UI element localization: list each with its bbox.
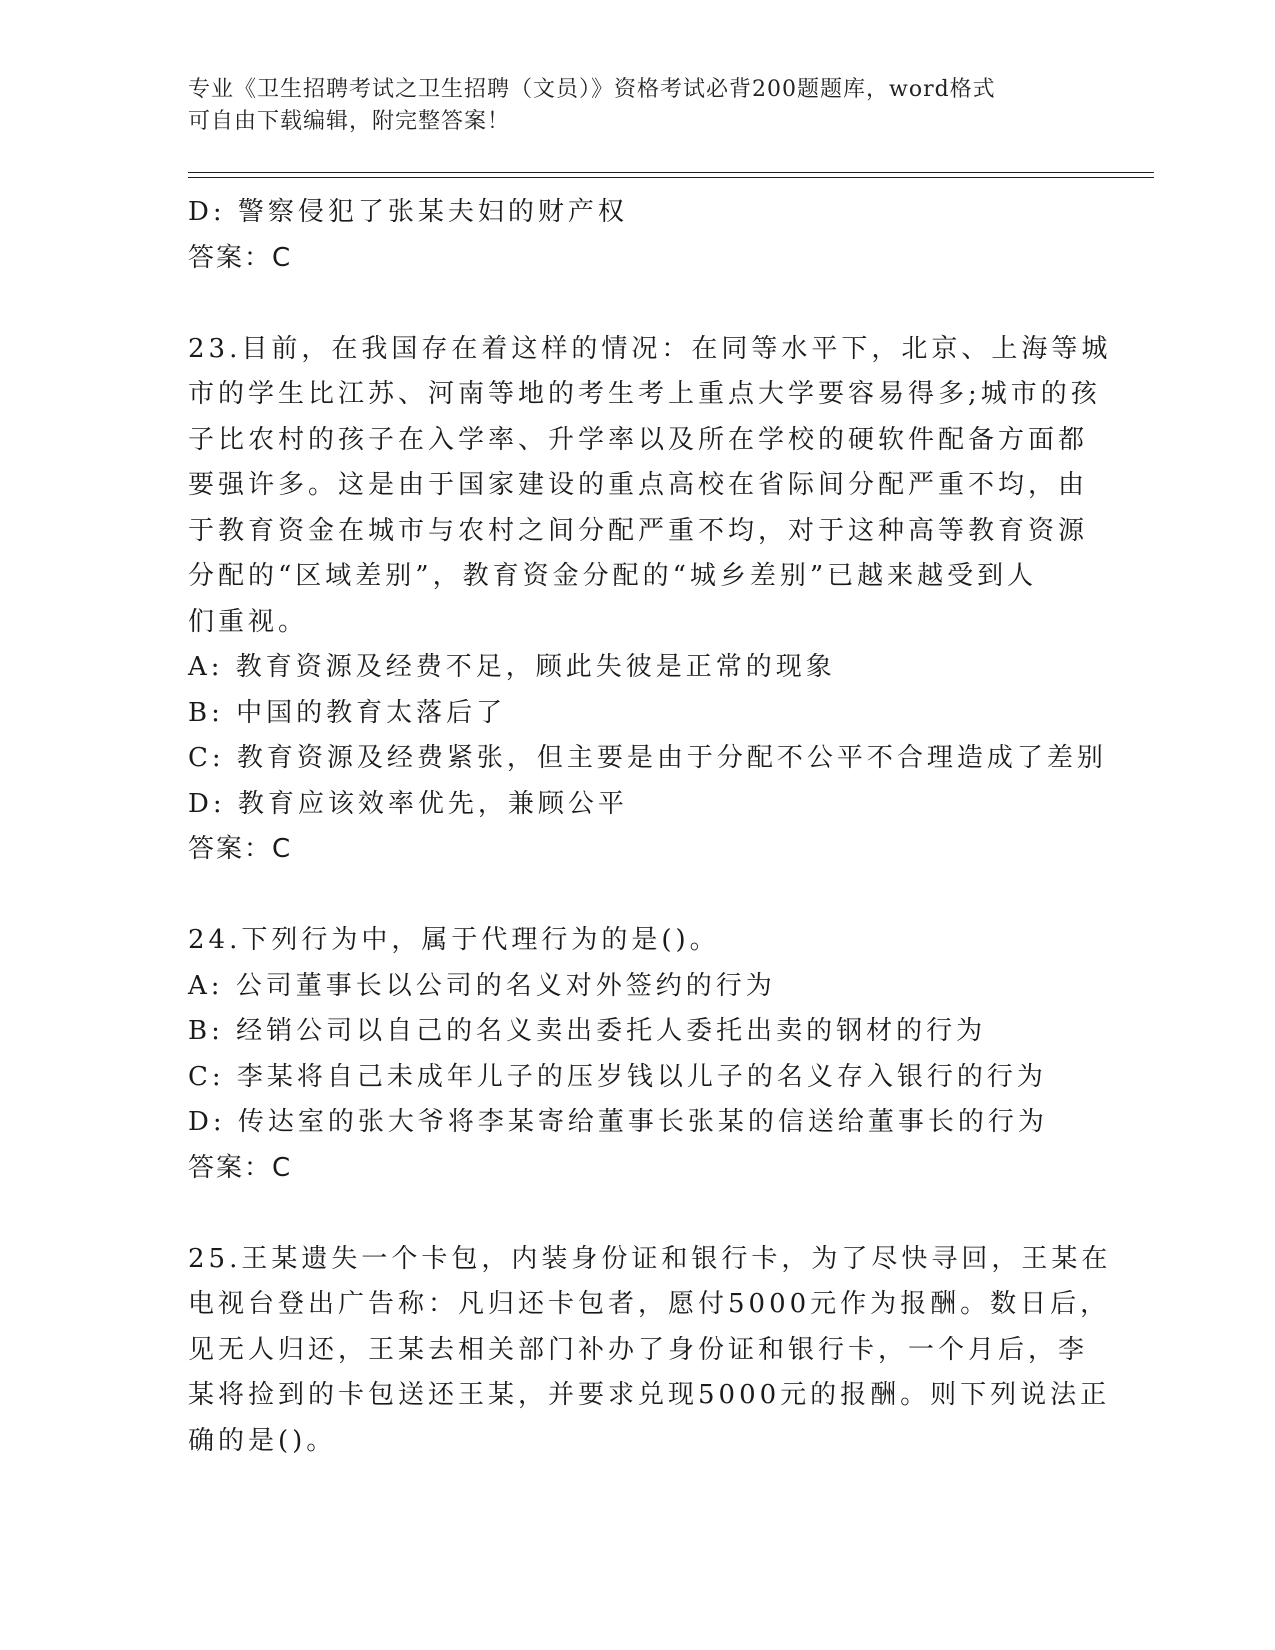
answer-line: 答案：C: [188, 834, 293, 864]
header-divider-bottom: [188, 177, 1154, 178]
option-c: C: 李某将自己未成年儿子的压岁钱以儿子的名义存入银行的行为: [188, 1061, 1047, 1092]
stem-line: 市的学生比江苏、河南等地的考生考上重点大学要容易得多;城市的孩: [188, 379, 1101, 409]
option-d: D: 警察侵犯了张某夫妇的财产权: [188, 197, 628, 227]
answer-line: 答案：C: [188, 1152, 293, 1183]
question-24: [188, 918, 1088, 1191]
answer-line: 答案：C: [188, 242, 293, 273]
header-line-2: 可自由下载编辑，附完整答案！: [188, 109, 511, 134]
option-b: B: 中国的教育太落后了: [188, 697, 507, 728]
header-divider-top: [188, 172, 1154, 173]
option-a: A: 教育资源及经费不足，顾此失彼是正常的现象: [188, 652, 836, 682]
document-body: [188, 190, 1112, 1464]
question-stem: [188, 1237, 1112, 1465]
stem-line: 25.王某遗失一个卡包，内装身份证和银行卡，为了尽快寻回，王某在: [188, 1243, 1112, 1274]
question-stem: [188, 327, 1112, 646]
stem-line: 见无人归还，王某去相关部门补办了身份证和银行卡，一个月后，李: [188, 1334, 1089, 1365]
document-header: [188, 74, 1068, 138]
spacer: [188, 281, 1088, 327]
stem-line: 电视台登出广告称：凡归还卡包者，愿付5000元作为报酬。数日后，: [188, 1289, 1111, 1319]
stem-line: 要强许多。这是由于国家建设的重点高校在省际间分配严重不均，由: [188, 470, 1089, 500]
stem-line: 们重视。: [188, 606, 309, 637]
stem-line: 确的是()。: [188, 1425, 337, 1456]
option-a: A: 公司董事长以公司的名义对外签约的行为: [188, 970, 776, 1001]
question-23: [188, 327, 1112, 873]
spacer: [188, 1191, 1088, 1237]
option-d: D: 教育应该效率优先，兼顾公平: [188, 788, 628, 819]
stem-line: 某将捡到的卡包送还王某，并要求兑现5000元的报酬。则下列说法正: [188, 1380, 1111, 1410]
stem-line: 子比农村的孩子在入学率、升学率以及所在学校的硬软件配备方面都: [188, 424, 1089, 455]
previous-question-tail: [188, 190, 1088, 281]
option-b: B: 经销公司以自己的名义卖出委托人委托出卖的钢材的行为: [188, 1016, 987, 1046]
stem-line: 分配的“区域差别”，教育资金分配的“城乡差别”已越来越受到人: [188, 561, 1038, 591]
question-stem: 24.下列行为中，属于代理行为的是()。: [188, 925, 720, 955]
header-line-1: 专业《卫生招聘考试之卫生招聘（文员）》资格考试必背200题题库，word格式: [188, 77, 996, 102]
question-25: [188, 1237, 1112, 1465]
option-d: D: 传达室的张大爷将李某寄给董事长张某的信送给董事长的行为: [188, 1107, 1048, 1137]
spacer: [188, 873, 1088, 919]
stem-line: 于教育资金在城市与农村之间分配严重不均，对于这种高等教育资源: [188, 515, 1089, 546]
stem-line: 23.目前，在我国存在着这样的情况：在同等水平下，北京、上海等城: [188, 333, 1112, 364]
option-c: C: 教育资源及经费紧张，但主要是由于分配不公平不合理造成了差别: [188, 743, 1107, 773]
